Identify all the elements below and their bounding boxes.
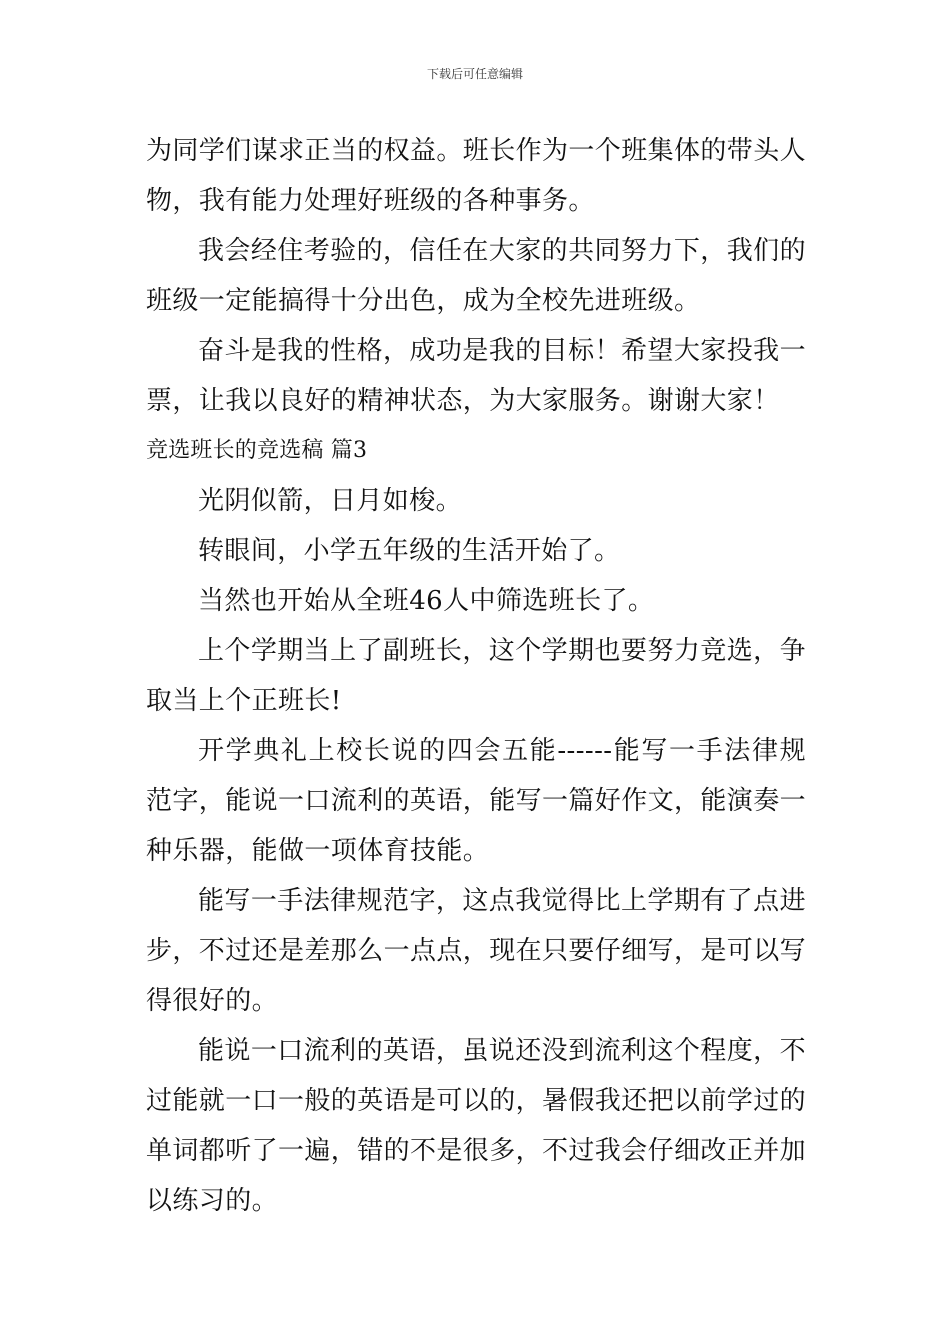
paragraph: 能写一手法律规范字，这点我觉得比上学期有了点进步，不过还是差那么一点点，现在只要仔细写，是可以写得很好的。 bbox=[146, 886, 807, 1016]
paragraph: 转眼间，小学五年级的生活开始了。 bbox=[198, 536, 621, 566]
paragraph: 我会经住考验的，信任在大家的共同努力下，我们的班级一定能搞得十分出色，成为全校先进班级。 bbox=[146, 236, 806, 316]
paragraph: 光阴似箭，日月如梭。 bbox=[198, 486, 463, 516]
paragraph: 奋斗是我的性格，成功是我的目标！希望大家投我一票，让我以良好的精神状态，为大家服务。谢谢大家！ bbox=[146, 336, 806, 416]
page-header: 下载后可任意编辑 bbox=[426, 67, 523, 81]
document-body bbox=[146, 126, 806, 1226]
paragraph: 能说一口流利的英语，虽说还没到流利这个程度，不过能就一口一般的英语是可以的，暑假我还把以前学过的单词都听了一遍，错的不是很多，不过我会仔细改正并加以练习的。 bbox=[146, 1036, 807, 1216]
paragraph: 为同学们谋求正当的权益。班长作为一个班集体的带头人物，我有能力处理好班级的各种事务。 bbox=[146, 136, 807, 216]
paragraph: 开学典礼上校长说的四会五能------能写一手法律规范字，能说一口流利的英语，能写一篇好作文，能演奏一种乐器，能做一项体育技能。 bbox=[146, 736, 807, 866]
paragraph: 上个学期当上了副班长，这个学期也要努力竞选，争取当上个正班长! bbox=[146, 636, 806, 716]
paragraph: 当然也开始从全班46人中筛选班长了。 bbox=[198, 586, 655, 616]
section-heading: 竞选班长的竞选稿 篇3 bbox=[146, 438, 368, 463]
